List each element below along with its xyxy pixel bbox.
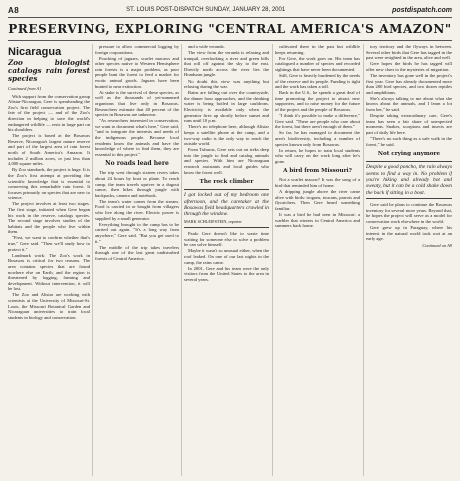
story-column-2 [95, 44, 179, 476]
paragraph: cultivated there in the past but wildlife keeps returning. [275, 44, 360, 55]
page-number: A8 [8, 5, 20, 15]
paragraph: tory territory and the flyways in between. Several other birds that Gere has tagged in the past were resighted in the area, alive and well. [366, 44, 452, 61]
paragraph: Maybe it wasn't so unusual either, when the roof leaked. On one of our last nights in the camp, the rains came. [184, 248, 269, 265]
column-divider [272, 44, 273, 476]
continued-from: Continued from A1 [8, 86, 42, 91]
paragraph: No doubt this view was anything but relaxing during the war. [184, 78, 269, 90]
paragraph: Gere hopes the birds he has tagged will offer new clues to the mysteries of migration. [366, 61, 452, 72]
dateline: ST. LOUIS POST-DISPATCH SUNDAY, JANUARY 28, 2001 [126, 7, 286, 13]
paragraph: "I think it's possible to make a difference," Gere said. "There are people who care about the forest, but there aren't enough of them." [275, 113, 360, 130]
paragraph: It was a bird he had seen in Missouri: a warbler that winters in Central America and summers back home. [275, 212, 360, 229]
paragraph: So far, he has managed to document the area's biodiversity, including a number of species known only from Bosawas. [275, 130, 360, 147]
paragraph: Back in the U.S., he spends a great deal of time promoting the project to attract new supporters, and to raise money for the future of the project and the people of Bosawas. [275, 90, 360, 113]
paragraph: Paulo Gere doesn't like to waste time waiting for someone else to solve a problem he can solve himself. [184, 231, 269, 248]
paragraph: With support from the conservation group Alistar-Nicaragua, Gere is spearheading the Zoo's first field conservation project. The fate of the project — and of the Zoo's direction in helping to save the world's endangered wildlife — rests in large part on his shoulders. [8, 93, 90, 133]
paragraph: The trip west through sixteen rivers takes about 24 hours by boat or plane. To reach camp, the team travels upriver in a dugout canoe, then hikes through jungle with backpacks, camera and notebook. [95, 170, 179, 198]
story-column-4 [275, 44, 360, 476]
header-rule [8, 17, 452, 18]
pull-quote-byline: MARK SCHLEIFSTEIN, reporter [184, 218, 242, 224]
paragraph: The team's water comes from the stream. Food is carried in or bought from villagers who live along the river. Electric power is supplied by a small generator. [95, 198, 179, 221]
paragraph: Everything brought to the camp has to be carried out again. "It's a long way from anywhere," Gere said. "But you get used to it." [95, 221, 179, 244]
section-headline: PRESERVING, EXPLORING "CENTRAL AMERICA'S AMAZON" [8, 22, 452, 36]
paragraph: Gere said he plans to continue the Bosawas inventory for several more years. Beyond that, he hopes the project will serve as a model for conservation work elsewhere in the world. [366, 202, 452, 224]
paragraph: In 2001, Gere and his team were the only visitors from the United States to the area in several years. [184, 265, 269, 282]
paragraph: The view from the veranda is relaxing and tranquil, overlooking a river and green hills that roll off against the sky to the east. Directly north across the river lies the Honduran jungle. [184, 50, 269, 78]
paragraph: Landmark work: The Zoo's work in Bosawas is critical for two reasons. The area contains species that are found nowhere else on Earth, and the region is threatened by logging, farming and development. Without intervention, it will be lost. [8, 252, 90, 292]
story-column-3 [184, 44, 269, 476]
story-column-1 [8, 44, 90, 476]
paragraph: The inventory has gone well in the project's first year. Gere has already documented more than 200 bird species, and two dozen reptiles and amphibians. [366, 72, 452, 95]
paragraph: "First, we want to confirm whether that's true," Gere said. "Then we'll study how to protect it." [8, 235, 90, 252]
paragraph: A dripping jungle above the river came alive with birds: trogons, toucans, parrots and flycatchers. Then Gere heard something familiar. [275, 189, 360, 211]
story-column-5 [366, 44, 452, 476]
section-subhead: No roads lead here [105, 160, 169, 168]
paragraph: The project is based at the Bosawas Reserve, Nicaragua's largest nature reserve and part of the largest area of rain forest north of South America's Amazon. It includes 2 million acres, or just less than 4,000 square miles. [8, 133, 90, 167]
page-header [8, 4, 452, 16]
story-deck: Zoo biologist catalogs rain forest species [8, 58, 90, 83]
pull-quote [366, 161, 452, 199]
pull-quote [184, 189, 269, 228]
paragraph: and a wide veranda. [188, 44, 225, 49]
paragraph: The middle of the trip takes travelers through one of the last great undisturbed forests of Central America. [95, 244, 179, 261]
paragraph: "As researchers interested in conservation, we want to document what's here," Gere said, "and to integrate the interests and needs of the indigenous people. Because local residents know the animals and have the knowledge of where to find them, they are essential to this project." [95, 118, 179, 157]
paragraph: Poaching of jaguars, scarlet macaws and other species native to Western Hemisphere rain forests is a major problem, as poor people hunt the forest to feed a market for exotic animal goods. Jaguars have been hunted to near extinction. [95, 55, 179, 89]
pull-quote-text: I got locked out of my bedroom one afternoon, and the caretaker at the Bosawas field headquarters crawled in through the window. [184, 192, 269, 218]
site-brand: postdispatch.com [392, 6, 452, 14]
paragraph: At stake is the survival of these species, as well as the thousands of yet-unnamed organisms that live only in Bosawas. Researchers estimate that 40 percent of the species in Bosawas are unknown. [95, 89, 179, 118]
column-divider [363, 44, 364, 476]
paragraph: From Tuburus, Gere sets out on treks deep into the jungle to find and catalog animals and species. With him are Nicaraguan research assistants and local guides who know the forest well. [184, 147, 269, 175]
paragraph: "There's no such thing as a safe walk in the forest," he said. [366, 136, 452, 147]
paragraph: Still, Gere is heavily burdened by the needs of the reserve and its people. Funding is tight and the work has taken a toll. [275, 72, 360, 90]
headline-rule [8, 40, 452, 41]
column-divider [181, 44, 182, 476]
section-subhead: The rock climber [199, 179, 254, 186]
paragraph: Rains are falling out over the countryside, the dinner hour approaches, and the drinking water is being boiled in large cauldrons. Electricity is available only when the generator fires up shortly before sunset and runs until 10 p.m. [184, 90, 269, 124]
paragraph: She's always talking to me about what she knows about the animals, and I learn a lot from her," he said. [366, 95, 452, 113]
section-subhead: A bird from Missouri? [283, 168, 352, 175]
column-divider [92, 44, 93, 476]
paragraph: Gere grew up in Paraguay, where his interest in the natural world took root at an early age. [366, 225, 452, 242]
continued-to: Continued on A9 [422, 242, 452, 248]
section-subhead: Not crying anymore [377, 151, 441, 158]
paragraph: There's no telephone here, although Alistar keeps a satellite phone at the camp, and a two-way radio is the only way to reach the outside world. [184, 124, 269, 147]
pull-quote-text: Despite a good poncho, the rain always seems to find a way in. No problem if you're hiking and already hot and sweaty, but it can be a cold shake down the back if sitting in a boat. [366, 164, 452, 196]
paragraph: The Zoo and Alistar are working with scientists at the University of Missouri-St. Louis, the Missouri Botanical Garden and Nicaraguan universities to train local students in biology and conservation. [8, 292, 90, 320]
paragraph: Not a scarlet macaw? It was the song of a bird that reminded him of home. [275, 177, 360, 189]
paragraph: Despite taking extraordinary care, Gere's team has seen a fair share of unexpected moments. Snakes, scorpions and insects are part of daily life here. [366, 113, 452, 135]
paragraph: For Gere, the work goes on. His team has catalogued a number of species and recorded sightings that have never been documented. [275, 55, 360, 72]
story-kicker: Nicaragua [8, 46, 62, 58]
paragraph: In return, he hopes to train local students who will carry on the work long after he's gone. [275, 147, 360, 164]
paragraph: The project involves at least two stages. The first stage, initiated when Gere began his work in the reserve, catalogs species. The second stage involves studies of the habitats and the people who live within them. [8, 201, 90, 235]
paragraph: By Zoo standards, the project is huge. It is the Zoo's first attempt at providing the scientific knowledge that is essential to conserving this remarkable rain forest. It focuses primarily on species that are new to science. [8, 167, 90, 201]
paragraph: pressure to allow commercial logging by foreign corporations. [95, 44, 179, 55]
